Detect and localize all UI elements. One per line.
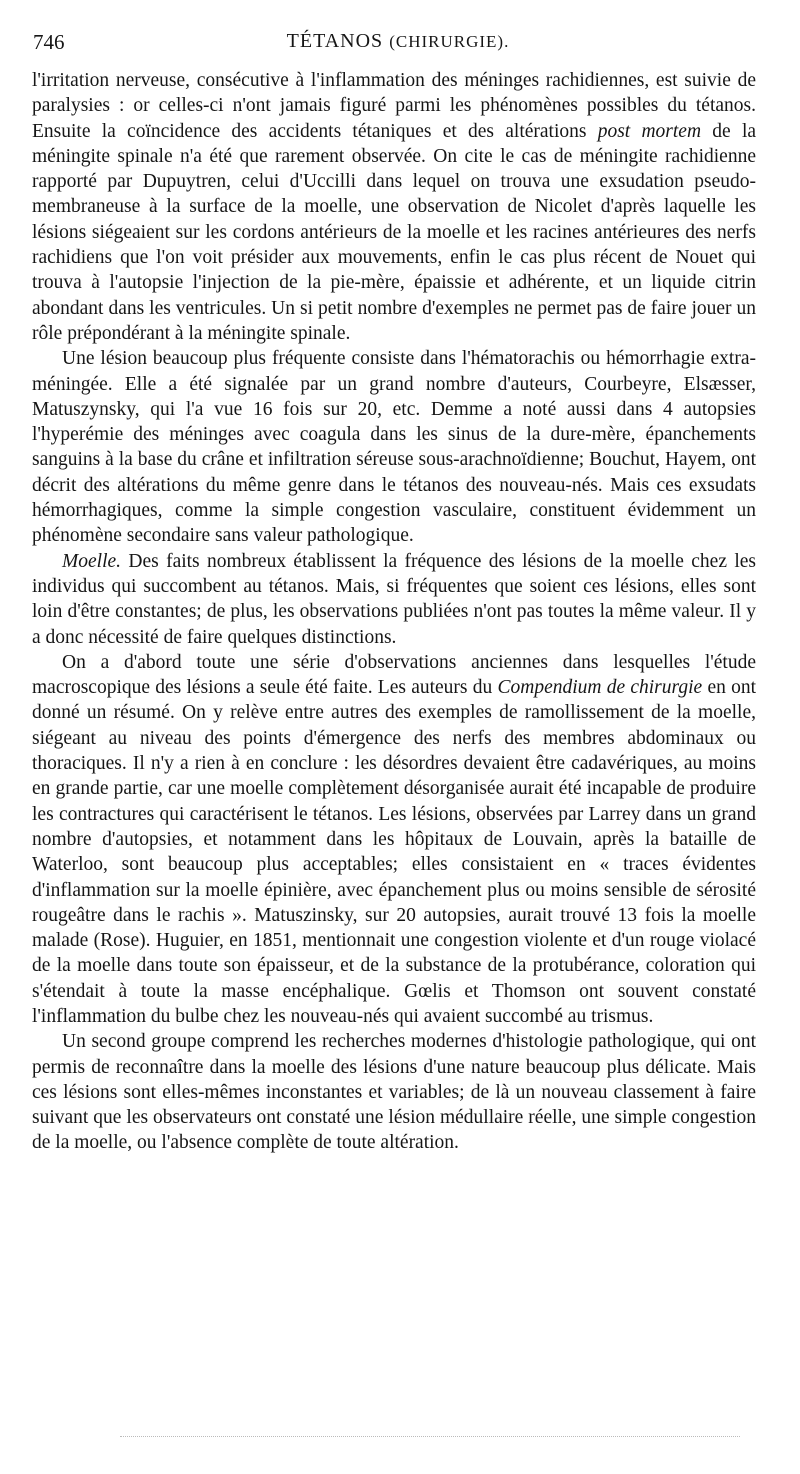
italic-title: Compendium de chirurgie — [497, 677, 703, 699]
body-text — [32, 68, 756, 1156]
paragraph-text: de la méningite spinale n'a été que rarement observée. On cite le cas de méningite rachidienne rapporté par Dupuytren, celui d'Uccilli dans lequel on trouva une exsudation pseudo-membraneuse à la surface de la moelle, une observation de Nicolet d'après laquelle les lésions siégeaient sur les cordons antérieurs de la moelle et les racines antérieures des nerfs rachidiens que l'on voit présider aux mouvements, enfin le cas plus récent de Nouet qui trouva à l'autopsie l'injection de la pie-mère, épaissie et adhérente, et un liquide citrin abondant dans les ventricules. Un si petit nombre d'exemples ne permet pas de faire jouer un rôle prépondérant à la méningite spinale. — [32, 120, 757, 344]
paragraph — [32, 1029, 756, 1155]
running-subtitle: (CHIRURGIE). — [389, 32, 510, 51]
running-title: TÉTANOS — [286, 30, 384, 52]
page-number: 746 — [33, 30, 65, 54]
paragraph-text: Des faits nombreux établissent la fréquence des lésions de la moelle chez les individus qui succombent au tétanos. Mais, si fréquentes que soient ces lésions, elles sont loin d'être constantes; de plus, les observations publiées n'ont pas toutes la même valeur. Il y a donc nécessité de faire quelques distinctions. — [32, 550, 757, 648]
footer-rule — [120, 1436, 740, 1437]
page-header — [33, 30, 763, 60]
paragraph-text: Un second groupe comprend les recherches modernes d'histologie pathologique, qui ont permis de reconnaître dans la moelle des lésions d'une nature beaucoup plus délicate. Mais ces lésions sont elles-mêmes inconstantes et variables; de là un nouveau classement à faire suivant que les observateurs ont constaté une lésion médullaire réelle, une simple congestion de la moelle, ou l'absence complète de toute altération. — [32, 1031, 756, 1154]
paragraph-text: l'irritation nerveuse, consécutive à l'inflammation des méninges rachidiennes, est suivie de paralysies : or celles-ci n'ont jamais figuré parmi les phénomènes possibles du tétanos. Ensuite la coïncidence des accidents tétaniques et des altérations — [32, 70, 756, 142]
section-heading: Moelle. — [62, 550, 122, 572]
paragraph — [32, 549, 756, 650]
paragraph — [32, 650, 756, 1029]
paragraph — [32, 346, 756, 548]
paragraph — [32, 68, 756, 346]
italic-term: post mortem — [597, 120, 702, 142]
paragraph-text: On a d'abord toute une série d'observations anciennes dans lesquelles l'étude macroscopique des lésions a seule été faite. Les auteurs du — [32, 651, 756, 699]
running-head — [33, 30, 763, 53]
paragraph-text: en ont donné un résumé. On y relève entre autres des exemples de ramollissement de la moelle, siégeant au niveau des points d'émergence des nerfs des membres abdominaux ou thoraciques. Il n'y a rien à en conclure : les désordres devaient être cadavériques, au moins en grande partie, car une moelle complètement désorganisée aurait été incapable de produire les contractures qui caractérisent le tétanos. Les lésions, observées par Larrey dans un grand nombre d'autopsies, et notamment dans les hôpitaux de Louvain, après la bataille de Waterloo, sont beaucoup plus acceptables; elles consistaient en « traces évidentes d'inflammation sur la moelle épinière, avec épanchement plus ou moins sensible de sérosité rougeâtre dans le rachis ». Matuszinsky, sur 20 autopsies, aurait trouvé 13 fois la moelle malade (Rose). Huguier, en 1851, mentionnait une congestion violente et d'un rouge violacé de la moelle dans toute son épaisseur, et de la substance de la protubérance, coloration qui s'étendait à toute la masse encéphalique. Gœlis et Thomson ont souvent constaté l'inflammation du bulbe chez les nouveau-nés qui avaient succombé au trismus. — [32, 677, 756, 1027]
paragraph-text: Une lésion beaucoup plus fréquente consiste dans l'hématorachis ou hémorrhagie extra-méningée. Elle a été signalée par un grand nombre d'auteurs, Courbeyre, Elsæsser, Matuszynsky, qui l'a vue 16 fois sur 20, etc. Demme a noté aussi dans 4 autopsies l'hyperémie des méninges avec coagula dans les sinus de la dure-mère, épanchements sanguins à la base du crâne et infiltration séreuse sous-arachnoïdienne; Bouchut, Hayem, ont décrit des altérations du même genre dans le tétanos des nouveau-nés. Mais ces exsudats hémorrhagiques, comme la simple congestion vasculaire, constituent évidemment un phénomène secondaire sans valeur pathologique. — [32, 348, 756, 547]
